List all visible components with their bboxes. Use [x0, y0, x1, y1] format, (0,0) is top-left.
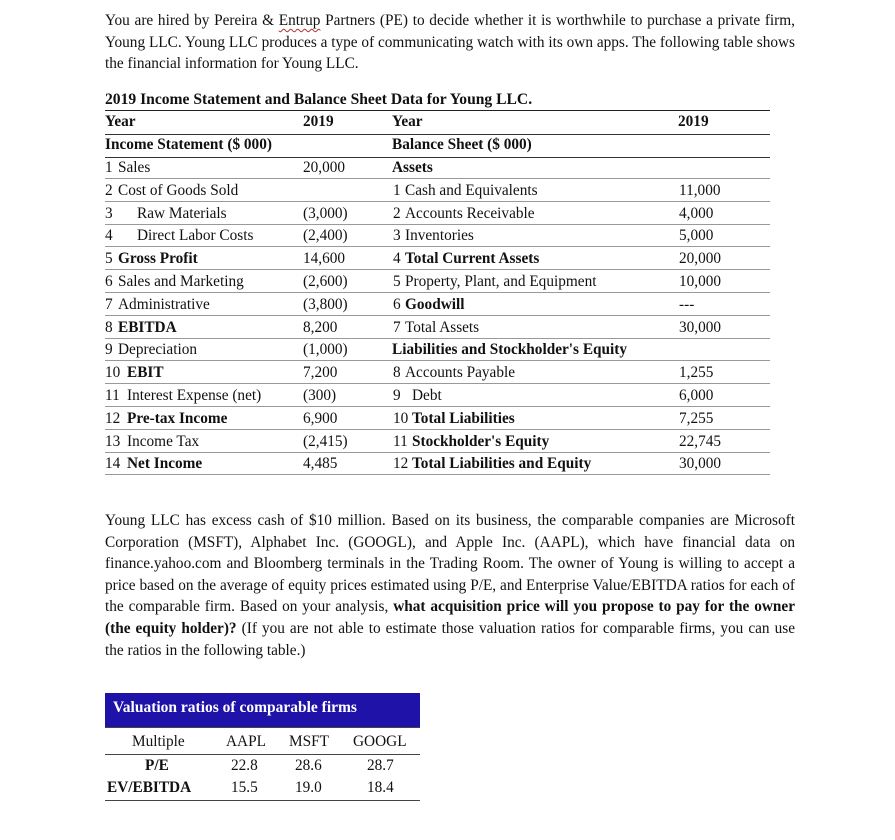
valuation-top-rule	[105, 727, 420, 728]
income-line-number: 5	[105, 250, 113, 268]
balance-line-label: Assets	[392, 159, 433, 176]
balance-line-value: 11,000	[679, 181, 721, 199]
table-top-rule	[105, 110, 770, 111]
income-line-label: Pre-tax Income	[127, 409, 228, 427]
balance-line-label: Accounts Receivable	[405, 204, 535, 222]
balance-line-label: Property, Plant, and Equipment	[405, 273, 597, 290]
valuation-cell: 18.4	[367, 779, 394, 796]
income-line-label: Sales	[118, 159, 151, 176]
balance-line-value: 20,000	[679, 250, 722, 268]
income-line-label: Administrative	[118, 295, 210, 313]
balance-line-number: 3	[393, 227, 401, 245]
balance-line-number: 10	[393, 409, 409, 427]
balance-line-number: 6	[393, 295, 401, 313]
balance-line-number: 2	[393, 204, 401, 222]
income-line-value: (2,400)	[303, 227, 348, 245]
income-line-value: (3,000)	[303, 204, 348, 222]
intro-text-start: You are hired by Pereira &	[105, 12, 279, 29]
table-row	[105, 273, 770, 296]
balance-line-value: 30,000	[679, 455, 722, 473]
intro-paragraph	[105, 10, 795, 75]
balance-line-number: 4	[393, 250, 401, 268]
income-line-value: 14,600	[303, 250, 346, 268]
balance-line-value: 5,000	[679, 227, 714, 245]
row-separator	[105, 429, 770, 430]
row-separator	[105, 406, 770, 407]
row-separator	[105, 474, 770, 475]
income-line-number: 11	[105, 387, 120, 404]
balance-line-label: Total Liabilities	[412, 409, 515, 427]
table-row	[105, 341, 770, 364]
right-year-value: 2019	[678, 113, 709, 130]
row-separator	[105, 246, 770, 247]
valuation-header-multiple: Multiple	[132, 733, 185, 750]
row-separator	[105, 360, 770, 361]
balance-line-value: ---	[679, 295, 695, 313]
balance-line-label: Goodwill	[405, 295, 465, 313]
question-text-end: (If you are not able to estimate those valuation ratios for comparable firms, you can use the ratios in the following table.)	[105, 619, 795, 659]
question-paragraph	[105, 510, 795, 661]
income-line-number: 7	[105, 295, 113, 313]
table-row	[105, 205, 770, 228]
row-separator	[105, 224, 770, 225]
balance-line-label: Total Current Assets	[405, 250, 540, 268]
valuation-header-msft: MSFT	[289, 733, 329, 750]
valuation-cell: 22.8	[231, 757, 258, 774]
table-row	[105, 319, 770, 342]
left-year-label: Year	[105, 113, 136, 130]
row-separator	[105, 452, 770, 453]
valuation-bottom-rule	[105, 800, 420, 801]
balance-line-label: Total Liabilities and Equity	[412, 455, 592, 473]
balance-line-value: 4,000	[679, 204, 714, 222]
row-separator	[105, 178, 770, 179]
balance-line-number: 12	[393, 455, 409, 473]
balance-line-label: Liabilities and Stockholder's Equity	[392, 341, 628, 359]
table-caption: 2019 Income Statement and Balance Sheet Data for Young LLC.	[105, 91, 533, 108]
balance-line-label: Cash and Equivalents	[405, 181, 538, 199]
income-line-label: Cost of Goods Sold	[118, 181, 239, 199]
valuation-row-label: EV/EBITDA	[107, 779, 192, 796]
right-year-label: Year	[392, 113, 423, 130]
table-row	[105, 387, 770, 410]
income-line-value: 8,200	[303, 318, 338, 336]
row-separator	[105, 315, 770, 316]
valuation-header-rule	[105, 754, 420, 755]
valuation-cell: 19.0	[295, 779, 322, 796]
income-line-number: 14	[105, 455, 121, 473]
income-line-number: 12	[105, 409, 121, 427]
year-header-row	[105, 113, 770, 135]
valuation-header-aapl: AAPL	[226, 733, 266, 750]
valuation-cell: 28.6	[295, 757, 322, 774]
balance-line-number: 11	[393, 432, 408, 450]
table-row	[105, 455, 770, 478]
row-separator	[105, 201, 770, 202]
balance-line-label: Debt	[412, 387, 442, 404]
balance-line-value: 1,255	[679, 364, 714, 382]
income-line-value: 7,200	[303, 364, 338, 382]
income-line-label: Gross Profit	[118, 250, 198, 268]
balance-sheet-header: Balance Sheet ($ 000)	[392, 136, 532, 153]
valuation-row-pe	[105, 757, 420, 779]
income-line-number: 9	[105, 341, 113, 359]
income-line-number: 8	[105, 318, 113, 336]
balance-line-number: 8	[393, 364, 401, 382]
income-line-number: 3	[105, 204, 113, 222]
income-line-label: EBITDA	[118, 318, 177, 336]
balance-line-value: 6,000	[679, 387, 714, 404]
balance-line-label: Total Assets	[405, 318, 480, 336]
balance-line-number: 5	[393, 273, 401, 290]
balance-line-label: Inventories	[405, 227, 474, 245]
valuation-cell: 15.5	[231, 779, 258, 796]
income-line-label: Net Income	[127, 455, 203, 473]
balance-line-label: Stockholder's Equity	[412, 432, 550, 450]
intro-entrup-word: Entrup	[278, 12, 321, 29]
income-line-label: Sales and Marketing	[118, 273, 244, 290]
table-row	[105, 364, 770, 387]
financial-table-body	[105, 159, 770, 479]
table-row	[105, 410, 770, 433]
table-row	[105, 159, 770, 182]
valuation-table-title: Valuation ratios of comparable firms	[105, 693, 420, 727]
income-line-number: 4	[105, 227, 113, 245]
income-line-number: 1	[105, 159, 113, 176]
income-line-label: Direct Labor Costs	[137, 227, 254, 245]
valuation-table	[105, 693, 420, 796]
row-separator	[105, 292, 770, 293]
income-line-value: (3,800)	[303, 295, 348, 313]
income-line-value: (2,600)	[303, 273, 348, 290]
income-line-value: 4,485	[303, 455, 338, 473]
valuation-header-googl: GOOGL	[353, 733, 407, 750]
balance-line-label: Accounts Payable	[405, 364, 516, 382]
income-line-label: Income Tax	[127, 432, 200, 450]
table-row	[105, 227, 770, 250]
income-line-label: Depreciation	[118, 341, 197, 359]
left-year-value: 2019	[303, 113, 334, 130]
balance-line-value: 30,000	[679, 318, 722, 336]
income-line-label: EBIT	[127, 364, 164, 382]
income-statement-header: Income Statement ($ 000)	[105, 136, 272, 153]
valuation-row-label: P/E	[145, 757, 169, 774]
row-separator	[105, 383, 770, 384]
valuation-cell: 28.7	[367, 757, 394, 774]
row-separator	[105, 269, 770, 270]
table-row	[105, 296, 770, 319]
balance-line-value: 22,745	[679, 432, 722, 450]
income-line-value: (300)	[303, 387, 337, 404]
balance-line-value: 10,000	[679, 273, 722, 290]
balance-line-number: 1	[393, 181, 401, 199]
income-line-label: Interest Expense (net)	[127, 387, 262, 404]
valuation-header-row	[105, 733, 420, 755]
income-line-value: 6,900	[303, 409, 338, 427]
income-line-label: Raw Materials	[137, 204, 227, 222]
balance-line-number: 9	[393, 387, 401, 404]
intro-text-end: Partners (PE) to decide whether it is worthwhile to purchase a private firm, Young LLC. Young LLC produces a type of communicating watch with its own apps. The following table shows the financial information for Young LLC.	[105, 12, 795, 73]
row-separator	[105, 338, 770, 339]
table-row	[105, 182, 770, 205]
income-line-number: 13	[105, 432, 121, 450]
question-text-start: Young LLC has excess cash of $10 million. Based on its business, the comparable companies are Microsoft Corporation (MSFT), Alphabet Inc. (GOOGL), and Apple Inc. (AAPL), which have financial data on finance.yahoo.com and Bloomberg terminals in the Trading Room. The owner of Young is willing to accept a price based on the average of equity prices estimated using P/E, and Enterprise Value/EBITDA ratios for each of the comparable firm. Based on your analysis,	[105, 512, 795, 616]
table-row	[105, 433, 770, 456]
question-bold: what acquisition price will you propose to pay for the owner (the equity holder)?	[105, 598, 795, 637]
income-line-value: (1,000)	[303, 341, 348, 359]
income-line-number: 6	[105, 273, 113, 290]
income-line-value: (2,415)	[303, 432, 348, 450]
income-line-number: 10	[105, 364, 121, 382]
balance-line-value: 7,255	[679, 409, 714, 427]
table-row	[105, 250, 770, 273]
income-line-value: 20,000	[303, 159, 346, 176]
income-line-number: 2	[105, 181, 113, 199]
valuation-row-ev-ebitda	[105, 779, 420, 801]
section-header-rule	[105, 157, 770, 158]
balance-line-number: 7	[393, 318, 401, 336]
